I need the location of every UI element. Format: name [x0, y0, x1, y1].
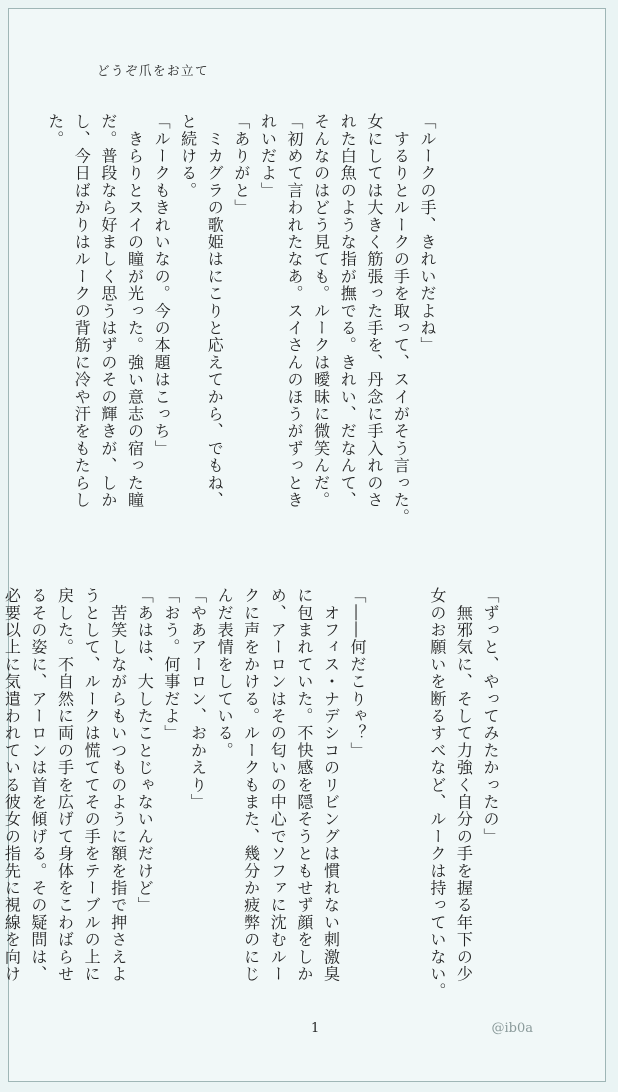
text-line: た。	[45, 113, 65, 148]
text-line: 無邪気に、そして力強く自分の手を握る年下の少	[454, 587, 474, 983]
text-line: れいだよ」	[258, 113, 278, 199]
text-line: 「初めて言われたなあ。スイさんのほうがずっとき	[285, 113, 305, 509]
manuscript-page	[2, 8, 606, 1082]
text-line: だ。普段なら好ましく思うはずのその輝きが、しか	[98, 113, 118, 509]
blank-line	[397, 587, 424, 1027]
text-line: んだ表情をしている。	[215, 587, 235, 759]
author-credit: @ib0a	[491, 1021, 533, 1036]
text-line: 苦笑しながらもいつものように額を指で押さえよ	[108, 587, 128, 983]
text-line: し、今日ばかりはルークの背筋に冷や汗をもたらし	[72, 113, 92, 509]
text-line: 「おう。何事だよ」	[161, 587, 181, 742]
text-block-bottom	[0, 587, 503, 1027]
text-line: クに声をかける。ルークもまた、幾分か疲弊のにじ	[241, 587, 261, 983]
text-line: に包まれていた。不快感を隠そうともせず顔をしか	[294, 587, 314, 983]
blank-line	[370, 587, 397, 1027]
story-title: どうぞ爪をお立て	[97, 63, 210, 78]
text-line: 「――何だこりゃ？」	[348, 587, 368, 759]
text-line: と続ける。	[178, 113, 198, 199]
text-line: 戻した。不自然に両の手を広げて身体をこわばらせ	[55, 587, 75, 983]
text-line: 「ありがと」	[231, 113, 251, 217]
text-line: 女にしては大きく筋張った手を、丹念に手入れのさ	[364, 113, 384, 509]
text-line: ミカグラの歌姫はにこりと応えてから、でもね、	[205, 113, 225, 509]
text-line: 「ルークもきれいなの。今の本題はこっち」	[152, 113, 172, 457]
text-line: オフィス・ナデシコのリビングは慣れない刺激臭	[321, 587, 341, 983]
text-line: るその姿に、アーロンは首を傾げる。その疑問は、	[28, 587, 48, 983]
page-number: 1	[311, 1021, 320, 1036]
text-line: れた白魚のような指が撫でる。きれい、だなんて、	[338, 113, 358, 509]
text-line: 「やあアーロン、おかえり」	[188, 587, 208, 811]
text-line: きらりとスイの瞳が光った。強い意志の宿った瞳	[125, 113, 145, 509]
text-line: 女のお願いを断るすべなど、ルークは持っていない。	[427, 587, 447, 1000]
text-line: め、アーロンはその匂いの中心でソファに沈むルー	[268, 587, 288, 983]
text-line: 「ルークの手、きれいだよね」	[418, 113, 437, 354]
text-line: 「ずっと、やってみたかったの」	[481, 587, 500, 845]
text-line: するりとルークの手を取って、スイがそう言った。	[391, 113, 411, 526]
text-line: うとして、ルークは慌ててその手をテーブルの上に	[82, 587, 102, 983]
text-line: そんなのはどう見ても。ルークは曖昧に微笑んだ。	[311, 113, 331, 509]
text-block-top	[41, 113, 440, 553]
text-line: 「あはは、大したことじゃないんだけど」	[135, 587, 155, 914]
text-line: 必要以上に気遣われている彼女の指先に視線を向け	[2, 587, 22, 983]
